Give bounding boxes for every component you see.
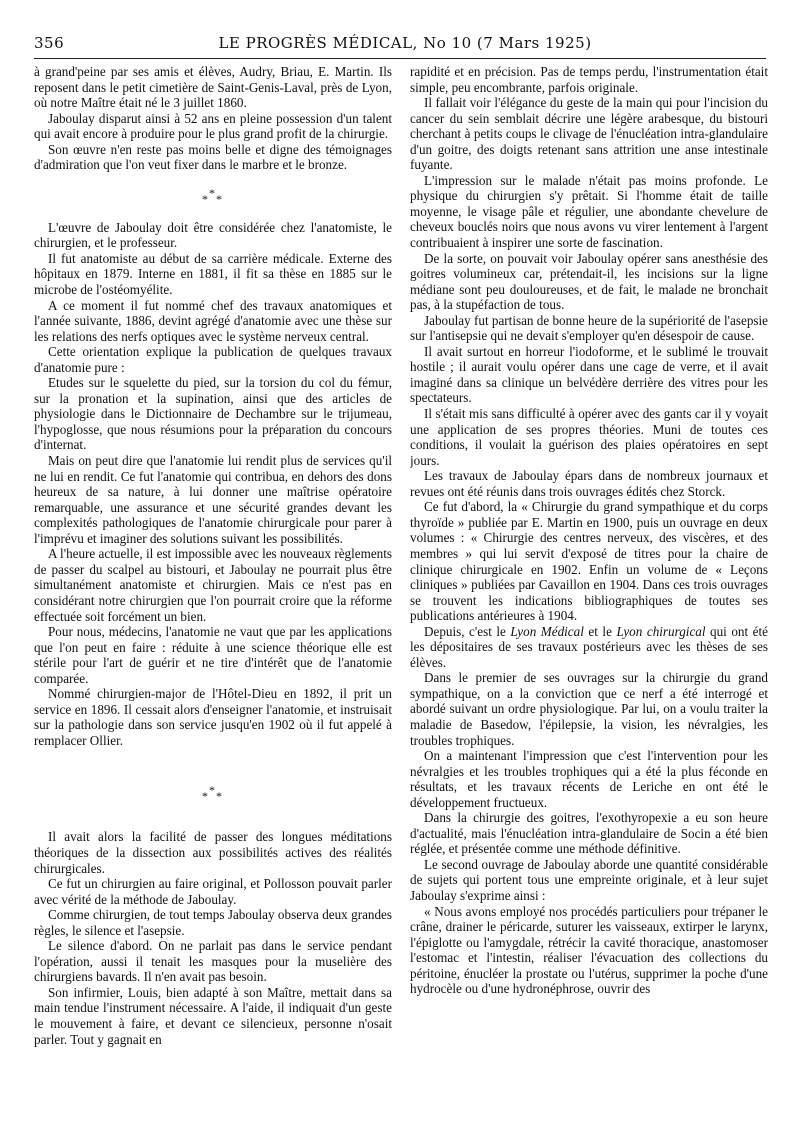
paragraph: à grand'peine par ses amis et élèves, Audry, Briau, E. Martin. Ils reposent dans le petit cimetière de Saint-Genis-Laval, près de Lyon, où notre Maître était né le 3 juillet 1860. bbox=[34, 64, 392, 111]
paragraph-text: Depuis, c'est le bbox=[424, 623, 511, 639]
paragraph-text: et le bbox=[583, 623, 617, 639]
paragraph: A ce moment il fut nommé chef des travaux anatomiques et l'année suivante, 1886, devint agrégé d'anatomie avec une thèse sur les relations des nerfs optiques avec le système nerveux central. bbox=[34, 297, 392, 344]
journal-title: Lyon chirurgical bbox=[616, 623, 706, 639]
paragraph: Ce fut un chirurgien au faire original, et Pollosson pouvait parler avec vérité de la méthode de Jaboulay. bbox=[34, 876, 392, 907]
paragraph bbox=[410, 624, 768, 671]
paragraph: L'œuvre de Jaboulay doit être considérée chez l'anatomiste, le chirurgien, et le professeur. bbox=[34, 219, 392, 251]
paragraph: Le silence d'abord. On ne parlait pas dans le service pendant l'opération, aussi il tenait les masques pour la muselière des chirurgiens bavards. Il n'en avait pas besoin. bbox=[34, 938, 392, 985]
page-number: 356 bbox=[34, 34, 65, 52]
paragraph: Son œuvre n'en reste pas moins belle et digne des témoignages d'admiration que l'on veut fixer dans le marbre et le bronze. bbox=[34, 141, 392, 173]
journal-title: Lyon Médical bbox=[510, 623, 584, 639]
paragraph: L'impression sur le malade n'était pas moins profonde. Le physique du chirurgien s'y prêtait. Si l'homme était de taille moyenne, le visage pâle et régulier, une abondante chevelure de cheveux bouclés noirs que nous avons vu virer lentement à l'argent contribuaient à inspirer une sorte de fascination. bbox=[410, 172, 768, 251]
paragraph: Dans le premier de ses ouvrages sur la chirurgie du grand sympathique, on a la conviction que ce nerf a été interrogé et abordé suivant un ordre physiologique. Par lui, on a voulu traiter la maladie de Basedow, l'épilepsie, la vision, les névralgies, les troubles trophiques. bbox=[410, 670, 768, 748]
header-rule bbox=[34, 58, 766, 59]
paragraph: Il fut anatomiste au début de sa carrière médicale. Externe des hôpitaux en 1879. Interne en 1881, il fit sa thèse en 1885 sur le microbe de l'ostéomyélite. bbox=[34, 250, 392, 298]
paragraph: « Nous avons employé nos procédés particuliers pour trépaner le crâne, drainer le péricarde, suturer les vaisseaux, extirper le larynx, l'épiglotte ou l'amygdale, rétrécir la cavité thoracique, anastomoser l'estomac et l'intestin, réaliser l'évacuation des collections du péritoine, énucléer la prostate ou l'utérus, supprimer la poche d'une hydrocèle ou d'une hydronéphrose, ouvrir des bbox=[410, 903, 768, 997]
paragraph-text: qui ont été les dépositaires de ses travaux postérieurs avec les thèses de ses élèves. bbox=[410, 623, 768, 670]
paragraph: On a maintenant l'impression que c'est l'intervention pour les névralgies et les troubles trophiques qui a été la plus féconde en résultats, et les travaux récents de Leriche en ont été le développement fructueux. bbox=[410, 748, 768, 810]
section-separator-asterism: * * * bbox=[202, 783, 222, 804]
running-title: LE PROGRÈS MÉDICAL, No 10 (7 Mars 1925) bbox=[218, 34, 592, 52]
paragraph: Jaboulay disparut ainsi à 52 ans en pleine possession d'un talent qui avait encore à produire pour le plus grand profit de la chirurgie. bbox=[34, 110, 392, 142]
paragraph: Nommé chirurgien-major de l'Hôtel-Dieu en 1892, il prit un service en 1896. Il cessait alors d'enseigner l'anatomie, et instruisait sur la pathologie dans son service jusqu'en 1902 où il fut appelé à remplacer Ollier. bbox=[34, 686, 392, 748]
paragraph: Ce fut d'abord, la « Chirurgie du grand sympathique et du corps thyroïde » publiée par E. Martin en 1900, puis un ouvrage en deux volumes : « Chirurgie des centres nerveux, des viscères, et des membres » qui lui servit d'exposé de titres pour la chaire de clinique chirurgicale en 1902. Enfin un volume de « Leçons cliniques » publiées par Cavaillon en 1904. Dans ces trois ouvrages se trouvent les indications bibliographiques de toutes ses publications antérieures à 1904. bbox=[410, 499, 768, 624]
running-header bbox=[34, 34, 766, 56]
paragraph: Dans la chirurgie des goitres, l'exothyropexie a eu son heure d'actualité, mais l'énucléation intra-glandulaire de Socin a été bien réglée, et présentée comme une méthode définitive. bbox=[410, 810, 768, 857]
paragraph: rapidité et en précision. Pas de temps perdu, l'instrumentation était simple, peu encombrante, parfois originale. bbox=[410, 64, 768, 95]
paragraph: Jaboulay fut partisan de bonne heure de la supériorité de l'asepsie sur l'antisepsie qui ne devait s'employer qu'en désespoir de cause. bbox=[410, 312, 768, 344]
paragraph: Comme chirurgien, de tout temps Jaboulay observa deux grandes règles, le silence et l'asepsie. bbox=[34, 907, 392, 938]
paragraph: A l'heure actuelle, il est impossible avec les nouveaux règlements de passer du scalpel au bistouri, et Jaboulay ne pourrait plus être simultanément anatomiste et chirurgien. Mais ce n'est pas en considérant notre chirurgien que l'on pourrait croire que la réforme effectuée soit forcément un bien. bbox=[34, 546, 392, 624]
paragraph: De la sorte, on pouvait voir Jaboulay opérer sans anesthésie des goitres volumineux car, prétendait-il, les incisions sur la ligne médiane sont peu douloureuses, et de fait, le malade ne bronchait pas, à la stupéfaction de tous. bbox=[410, 250, 768, 313]
paragraph: Pour nous, médecins, l'anatomie ne vaut que par les applications que l'on peut en faire : réduite à une science théorique elle est stérile pour l'art de guérir et ne tire d'intérêt que de l'anatomie comparée. bbox=[34, 624, 392, 686]
paragraph: Il avait alors la facilité de passer des longues méditations théoriques de la dissection aux possibilités actives des réalités chirurgicales. bbox=[34, 829, 392, 876]
paragraph: Les travaux de Jaboulay épars dans de nombreux journaux et revues ont été réunis dans trois ouvrages édités chez Storck. bbox=[410, 468, 768, 499]
section-separator-asterism: * * * bbox=[202, 185, 222, 206]
right-column bbox=[410, 64, 768, 1109]
paragraph: Cette orientation explique la publication de quelques travaux d'anatomie pure : bbox=[34, 344, 392, 375]
paragraph: Il s'était mis sans difficulté à opérer avec des gants car il y voyait une application de ses propres théories. Muni de toutes ces conditions, il voulait la guérison des plaies opératoires en sept jours. bbox=[410, 406, 768, 468]
paragraph: Son infirmier, Louis, bien adapté à son Maître, mettait dans sa main tendue l'instrument nécessaire. A l'aide, il indiquait d'un geste le mouvement à faire, et devant ce silencieux, personne n'osait parler. Tout y gagnait en bbox=[34, 984, 392, 1047]
paragraph: Mais on peut dire que l'anatomie lui rendit plus de services qu'il ne lui en rendit. Ce fut l'anatomie qui contribua, en dehors des dons heureux de sa nature, à lui donner une maîtrise opératoire remarquable, une assurance et une sécurité grandes devant les complexités pathologiques de l'anatomie chirurgicale pour parer à l'imprévu et imaginer des solutions suivant les possibilités. bbox=[34, 453, 392, 546]
paragraph: Il fallait voir l'élégance du geste de la main qui pour l'incision du cancer du sein semblait décrire une légère arabesque, du bistouri cherchant à petits coups le clivage de l'énucléation intra-glandulaire d'un goitre, des doigts retenant sans attrition une anse intestinale fuyante. bbox=[410, 95, 768, 173]
paragraph: Il avait surtout en horreur l'iodoforme, et le sublimé le trouvait hostile ; il aurait voulu opérer dans une cage de verre, et il avait imaginé dans sa clinique un belvédère derrière des vitres pour les spectateurs. bbox=[410, 343, 768, 406]
paragraph: Le second ouvrage de Jaboulay aborde une quantité considérable de sujets qui portent tous une empreinte originale, et à leur sujet Jaboulay s'exprime ainsi : bbox=[410, 856, 768, 903]
left-column bbox=[34, 64, 392, 1109]
paragraph: Etudes sur le squelette du pied, sur la torsion du col du fémur, sur la pronation et la supination, ainsi que des articles de physiologie dans le Dictionnaire de Dechambre sur le trijumeau, l'hypoglosse, que nous résumions pour la préparation du concours d'internat. bbox=[34, 375, 392, 453]
